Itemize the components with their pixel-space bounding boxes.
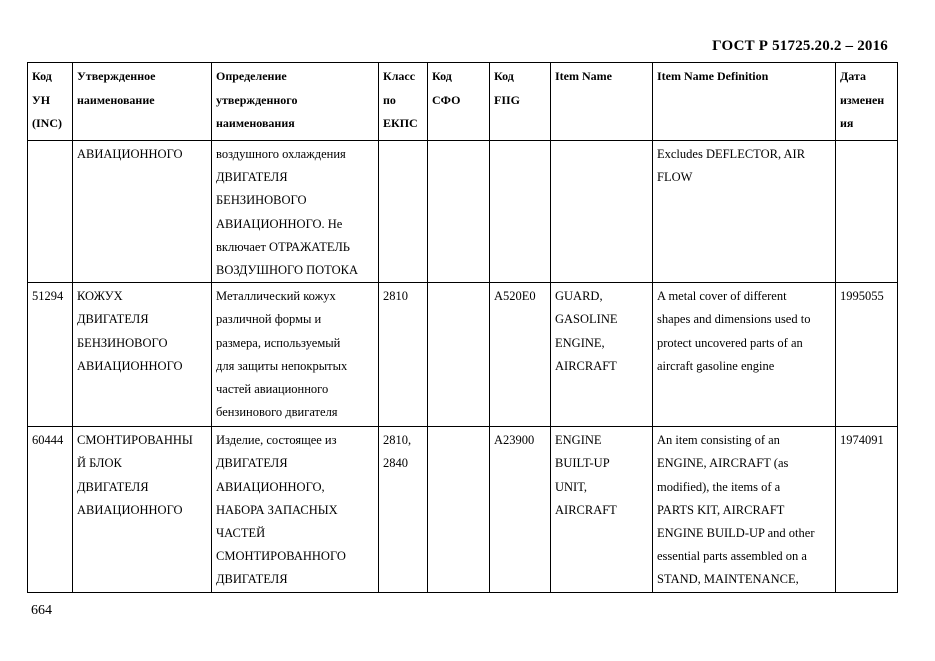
col-header-item-definition: Item Name Definition — [653, 63, 836, 141]
cell-inc: 51294 — [28, 283, 73, 427]
cell-approved-name: АВИАЦИОННОГО — [73, 141, 212, 283]
cell-fiig-code: A520E0 — [490, 283, 551, 427]
table-row — [28, 283, 898, 427]
table-row — [28, 427, 898, 592]
cell-item-definition: An item consisting of an ENGINE, AIRCRAFT (as modified), the items of a PARTS KIT, AIRCRAFT ENGINE BUILD-UP and other essential parts assembled on a STAND, MAINTENANCE, — [653, 427, 836, 592]
cell-inc: 60444 — [28, 427, 73, 592]
col-header-change-date: Дата изменен ия — [836, 63, 898, 141]
table-row — [28, 141, 898, 283]
cell-item-name: ENGINE BUILT-UP UNIT, AIRCRAFT — [551, 427, 653, 592]
cell-class: 2810 — [379, 283, 428, 427]
cell-definition: воздушного охлаждения ДВИГАТЕЛЯ БЕНЗИНОВОГО АВИАЦИОННОГО. Не включает ОТРАЖАТЕЛЬ ВОЗДУШНОГО ПОТОКА — [212, 141, 379, 283]
cell-sfo-code — [428, 141, 490, 283]
cell-sfo-code — [428, 427, 490, 592]
cell-item-name — [551, 141, 653, 283]
cell-approved-name: КОЖУХ ДВИГАТЕЛЯ БЕНЗИНОВОГО АВИАЦИОННОГО — [73, 283, 212, 427]
cell-class — [379, 141, 428, 283]
cell-sfo-code — [428, 283, 490, 427]
cell-change-date: 1995055 — [836, 283, 898, 427]
cell-item-name: GUARD, GASOLINE ENGINE, AIRCRAFT — [551, 283, 653, 427]
col-header-sfo-code: Код СФО — [428, 63, 490, 141]
cell-inc — [28, 141, 73, 283]
catalog-table — [27, 62, 898, 593]
cell-change-date — [836, 141, 898, 283]
col-header-fiig-code: Код FIIG — [490, 63, 551, 141]
col-header-definition: Определение утвержденного наименования — [212, 63, 379, 141]
cell-item-definition: A metal cover of different shapes and dimensions used to protect uncovered parts of an aircraft gasoline engine — [653, 283, 836, 427]
cell-item-definition: Excludes DEFLECTOR, AIR FLOW — [653, 141, 836, 283]
cell-class: 2810, 2840 — [379, 427, 428, 592]
table-header-row — [28, 63, 898, 141]
cell-approved-name: СМОНТИРОВАННЫ Й БЛОК ДВИГАТЕЛЯ АВИАЦИОННОГО — [73, 427, 212, 592]
col-header-inc: Код УН (INC) — [28, 63, 73, 141]
cell-change-date: 1974091 — [836, 427, 898, 592]
cell-fiig-code: A23900 — [490, 427, 551, 592]
col-header-item-name: Item Name — [551, 63, 653, 141]
col-header-approved-name: Утвержденное наименование — [73, 63, 212, 141]
cell-fiig-code — [490, 141, 551, 283]
document-header: ГОСТ Р 51725.20.2 – 2016 — [712, 38, 888, 54]
cell-definition: Металлический кожух различной формы и размера, используемый для защиты непокрытых частей авиационного бензинового двигателя — [212, 283, 379, 427]
col-header-class: Класс по ЕКПС — [379, 63, 428, 141]
cell-definition: Изделие, состоящее из ДВИГАТЕЛЯ АВИАЦИОННОГО, НАБОРА ЗАПАСНЫХ ЧАСТЕЙ СМОНТИРОВАННОГО ДВИГАТЕЛЯ — [212, 427, 379, 592]
page-number: 664 — [31, 603, 52, 618]
